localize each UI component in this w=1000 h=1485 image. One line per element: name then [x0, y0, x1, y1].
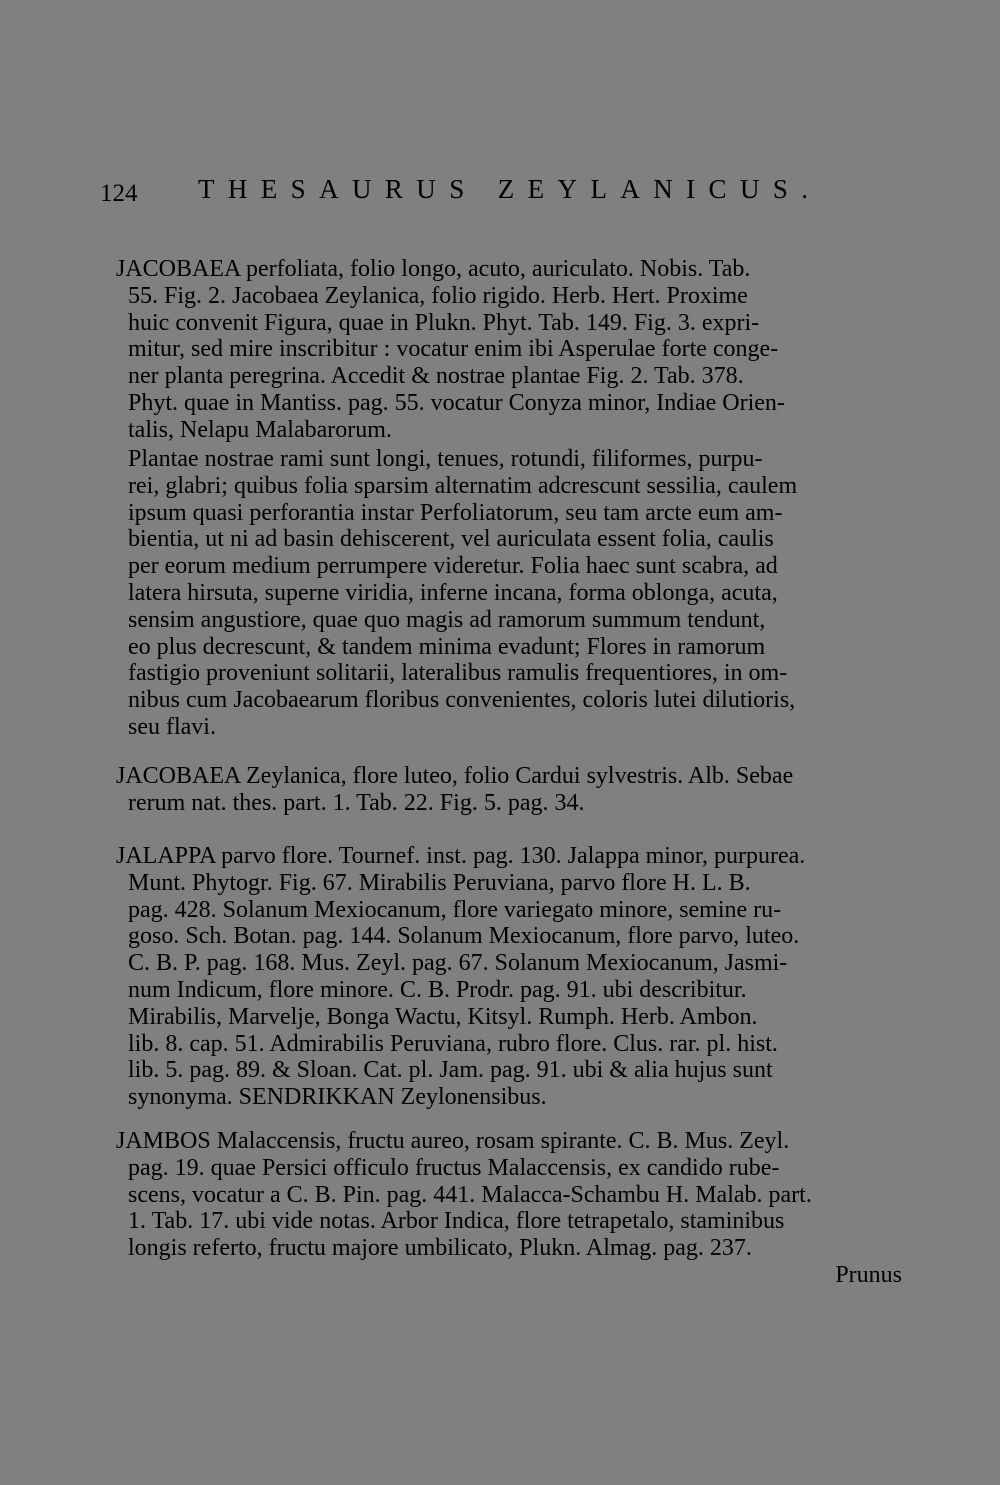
text-line: JALAPPA parvo flore. Tournef. inst. pag. 130. Jalappa minor, purpurea.	[116, 843, 806, 869]
text-line: rerum nat. thes. part. 1. Tab. 22. Fig. 5. pag. 34.	[128, 789, 585, 816]
text-line: 55. Fig. 2. Jacobaea Zeylanica, folio rigido. Herb. Hert. Proxime	[128, 282, 748, 309]
running-head-title: THESAURUS ZEYLANICUS.	[198, 174, 822, 204]
text-line: pag. 428. Solanum Mexiocanum, flore variegato minore, semine ru-	[128, 896, 782, 923]
text-line: eo plus decrescunt, & tandem minima evadunt; Flores in ramorum	[128, 633, 766, 660]
text-line: C. B. P. pag. 168. Mus. Zeyl. pag. 67. Solanum Mexiocanum, Jasmi-	[128, 950, 788, 977]
description-paragraph	[128, 446, 900, 741]
text-line: Phyt. quae in Mantiss. pag. 55. vocatur Conyza minor, Indiae Orien-	[128, 389, 785, 416]
running-head	[100, 174, 940, 214]
page-number: 124	[100, 180, 138, 207]
text-line: mitur, sed mire inscribitur : vocatur enim ibi Asperulae forte conge-	[128, 336, 779, 363]
text-line: num Indicum, flore minore. C. B. Prodr. pag. 91. ubi describitur.	[128, 976, 747, 1003]
text-line: Munt. Phytogr. Fig. 67. Mirabilis Peruviana, parvo flore H. L. B.	[128, 869, 751, 896]
text-line: Mirabilis, Marvelje, Bonga Wactu, Kitsyl. Rumph. Herb. Ambon.	[128, 1003, 758, 1030]
text-line: rei, glabri; quibus folia sparsim alternatim adcrescunt sessilia, caulem	[128, 472, 798, 499]
text-line: JACOBAEA Zeylanica, flore luteo, folio Cardui sylvestris. Alb. Sebae	[116, 763, 794, 789]
text-line: JAMBOS Malaccensis, fructu aureo, rosam spirante. C. B. Mus. Zeyl.	[116, 1128, 790, 1154]
entry-jalappa	[116, 843, 900, 1111]
text-line: pag. 19. quae Persici officulo fructus Malaccensis, ex candido rube-	[128, 1154, 780, 1181]
text-line: sensim angustiore, quae quo magis ad ramorum summum tendunt,	[128, 606, 766, 633]
text-line: per eorum medium perrumpere videretur. Folia haec sunt scabra, ad	[128, 553, 778, 580]
text-line: ner planta peregrina. Accedit & nostrae plantae Fig. 2. Tab. 378.	[128, 363, 744, 390]
text-line: longis referto, fructu majore umbilicato, Plukn. Almag. pag. 237.	[128, 1235, 752, 1262]
text-line: Plantae nostrae rami sunt longi, tenues, rotundi, filiformes, purpu-	[128, 446, 763, 472]
entry-jambos	[116, 1128, 900, 1262]
text-line: scens, vocatur a C. B. Pin. pag. 441. Malacca-Schambu H. Malab. part.	[128, 1181, 812, 1208]
text-line: latera hirsuta, superne viridia, inferne incana, forma oblonga, acuta,	[128, 579, 778, 606]
entry-jacobaea-perfoliata	[116, 256, 900, 444]
text-line: lib. 5. pag. 89. & Sloan. Cat. pl. Jam. pag. 91. ubi & alia hujus sunt	[128, 1057, 773, 1084]
text-line: fastigio proveniunt solitarii, lateralibus ramulis frequentiores, in om-	[128, 660, 788, 687]
text-line: 1. Tab. 17. ubi vide notas. Arbor Indica, flore tetrapetalo, staminibus	[128, 1208, 785, 1235]
catchword: Prunus	[835, 1262, 902, 1288]
text-line: JACOBAEA perfoliata, folio longo, acuto, auriculato. Nobis. Tab.	[116, 256, 751, 282]
text-line: lib. 8. cap. 51. Admirabilis Peruviana, rubro flore. Clus. rar. pl. hist.	[128, 1030, 778, 1057]
text-line: talis, Nelapu Malabarorum.	[128, 416, 392, 443]
entry-jacobaea-zeylanica	[116, 763, 900, 817]
text-line: ipsum quasi perforantia instar Perfoliatorum, seu tam arcte eum am-	[128, 499, 783, 526]
text-line: synonyma. SENDRIKKAN Zeylonensibus.	[128, 1084, 547, 1111]
text-line: nibus cum Jacobaearum floribus convenientes, coloris lutei dilutioris,	[128, 687, 796, 714]
text-line: goso. Sch. Botan. pag. 144. Solanum Mexiocanum, flore parvo, luteo.	[128, 923, 800, 950]
text-line: huic convenit Figura, quae in Plukn. Phyt. Tab. 149. Fig. 3. expri-	[128, 309, 760, 336]
text-line: seu flavi.	[128, 713, 216, 740]
text-line: bientia, ut ni ad basin dehiscerent, vel auriculata essent folia, caulis	[128, 526, 774, 553]
